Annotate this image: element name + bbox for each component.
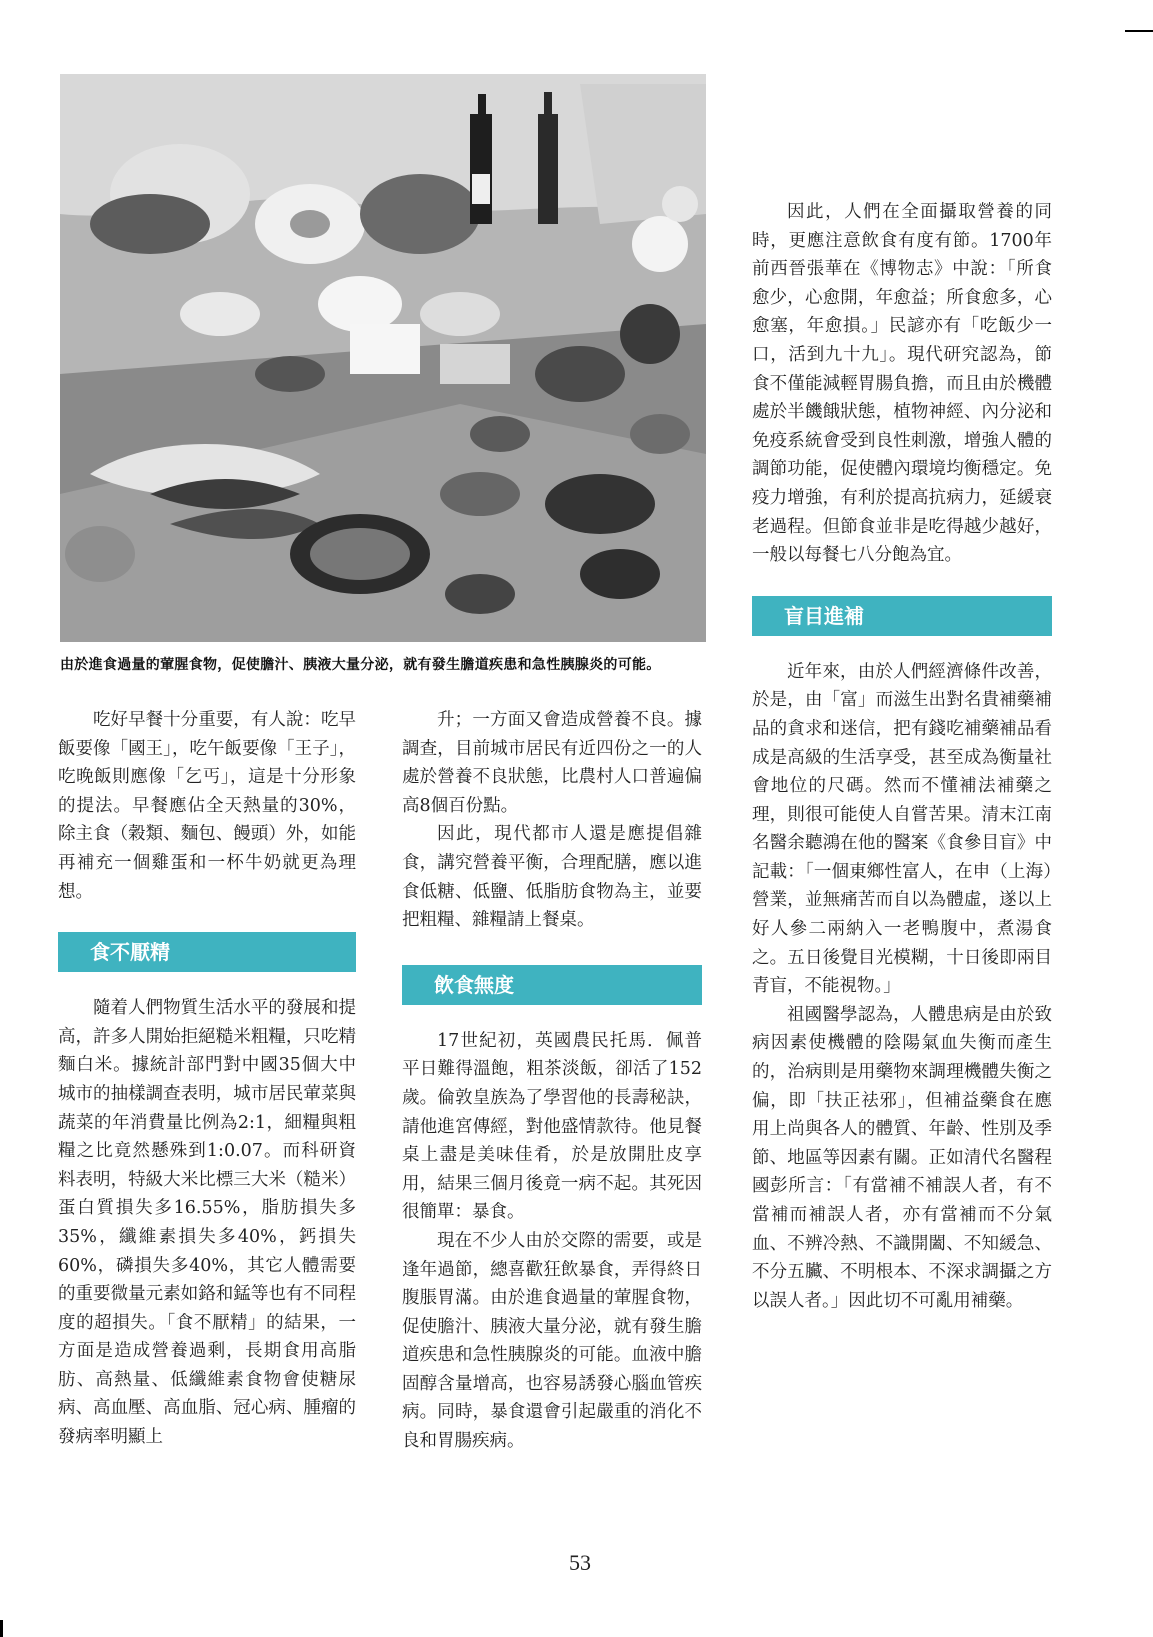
- figure-caption: 由於進食過量的葷腥食物，促使膽汁、胰液大量分泌，就有發生膽道疾患和急性胰腺炎的可能。: [60, 657, 661, 673]
- crop-mark-top-right: [1125, 30, 1153, 32]
- section-heading-blind-tonics: 盲目進補: [752, 596, 1052, 636]
- food-photo-illustration: [60, 74, 706, 642]
- paragraph-mixed-diet: 因此，現代都市人還是應提倡雜食，講究營養平衡，合理配膳，應以進食低糖、低鹽、低脂肪食物為主，並要把粗糧、雜糧請上餐桌。: [402, 824, 702, 931]
- paragraph-malnutrition: 升；一方面又會造成營養不良。據調查，目前城市居民有近四份之一的人處於營養不良狀態，比農村人口普遍偏高8個百份點。: [402, 710, 702, 816]
- paragraph-breakfast: 吃好早餐十分重要，有人說：吃早飯要像「國王」，吃午飯要像「王子」，吃晚飯則應像「乞丐」，這是十分形象的提法。早餐應佔全天熱量的30%，除主食（穀類、麵包、饅頭）外，如能再補充一個雞蛋和一杯牛奶就更為理想。: [58, 710, 356, 902]
- paragraph-tonics-case: 近年來，由於人們經濟條件改善，於是，由「富」而滋生出對名貴補藥補品的貪求和迷信，把有錢吃補藥補品看成是高級的生活享受，甚至成為衡量社會地位的尺碼。然而不懂補法補藥之理，則很可能使人自嘗苦果。清末江南名醫余聽鴻在他的醫案《食參目盲》中記載：「一個東鄉性富人，在申（上海）營業，並無痛苦而自以為體虛，遂以上好人參二兩納入一老鴨腹中，煮湯食之。五日後覺目光模糊，十日後即兩目青盲，不能視物。」: [752, 661, 1052, 997]
- page-number: 53: [569, 1550, 591, 1575]
- crop-mark-bottom-left: [0, 1620, 3, 1637]
- column-3: [752, 198, 1052, 1315]
- column-2: [402, 706, 702, 1456]
- paragraph-refined-food: 隨着人們物質生活水平的發展和提高，許多人開始拒絕糙米粗糧，只吃精麵白米。據統計部門對中國35個大中城市的抽樣調查表明，城市居民葷菜與蔬菜的年消費量比例為2:1，細糧與粗糧之比竟然懸殊到1:0.07。而科研資料表明，特級大米比標三大米（糙米）蛋白質損失多16.55%，脂肪損失多35%，纖維素損失多40%，鈣損失60%，磷損失多40%，其它人體需要的重要微量元素如鉻和錳等也有不同程度的超損失。「食不厭精」的結果，一方面是造成營養過剩，長期食用高脂肪、高熱量、低纖維素食物會使糖尿病、高血壓、高血脂、冠心病、腫瘤的發病率明顯上: [58, 998, 356, 1448]
- paragraph-overeating-effects: 現在不少人由於交際的需要，或是逢年過節，總喜歡狂飲暴食，弄得終日腹脹胃滿。由於進食過量的葷腥食物，促使膽汁、胰液大量分泌，就有發生膽道疾患和急性胰腺炎的可能。血液中膽固醇含量增高，也容易誘發心腦血管疾病。同時，暴食還會引起嚴重的消化不良和胃腸疾病。: [402, 1230, 702, 1452]
- paragraph-tcm-view: 祖國醫學認為，人體患病是由於致病因素使機體的陰陽氣血失衡而產生的，治病則是用藥物來調理機體失衡之偏，即「扶正祛邪」，但補益藥食在應用上尚與各人的體質、年齡、性別及季節、地區等因素有關。正如清代名醫程國彭所言：「有當補不補誤人者，有不當補而補誤人者，亦有當補而不分氣血、不辨冷熱、不識開闔、不知緩急、不分五臟、不明根本、不深求調攝之方以誤人者。」因此切不可亂用補藥。: [752, 1004, 1052, 1311]
- column-1: [58, 706, 356, 1452]
- section-heading-overeating: 飲食無度: [402, 965, 702, 1005]
- section-heading-refined-food: 食不厭精: [58, 932, 356, 972]
- food-photo: [60, 74, 706, 642]
- paragraph-thomas-parr: 17世紀初，英國農民托馬．佩普平日難得溫飽，粗茶淡飯，卻活了152歲。倫敦皇族為了學習他的長壽秘訣，請他進宮傳經，對他盛情款待。他見餐桌上盡是美味佳肴，於是放開肚皮享用，結果三個月後竟一病不起。其死因很簡單：暴食。: [402, 1030, 702, 1223]
- paragraph-moderation: 因此，人們在全面攝取營養的同時，更應注意飲食有度有節。1700年前西晉張華在《博物志》中說：「所食愈少，心愈開，年愈益；所食愈多，心愈塞，年愈損。」民諺亦有「吃飯少一口，活到九十九」。現代研究認為，節食不僅能減輕胃腸負擔，而且由於機體處於半饑餓狀態，植物神經、內分泌和免疫系統會受到良性刺激，增強人體的調節功能，促使體內環境均衡穩定。免疫力增強，有利於提高抗病力，延緩衰老過程。但節食並非是吃得越少越好，一般以每餐七八分飽為宜。: [752, 202, 1052, 566]
